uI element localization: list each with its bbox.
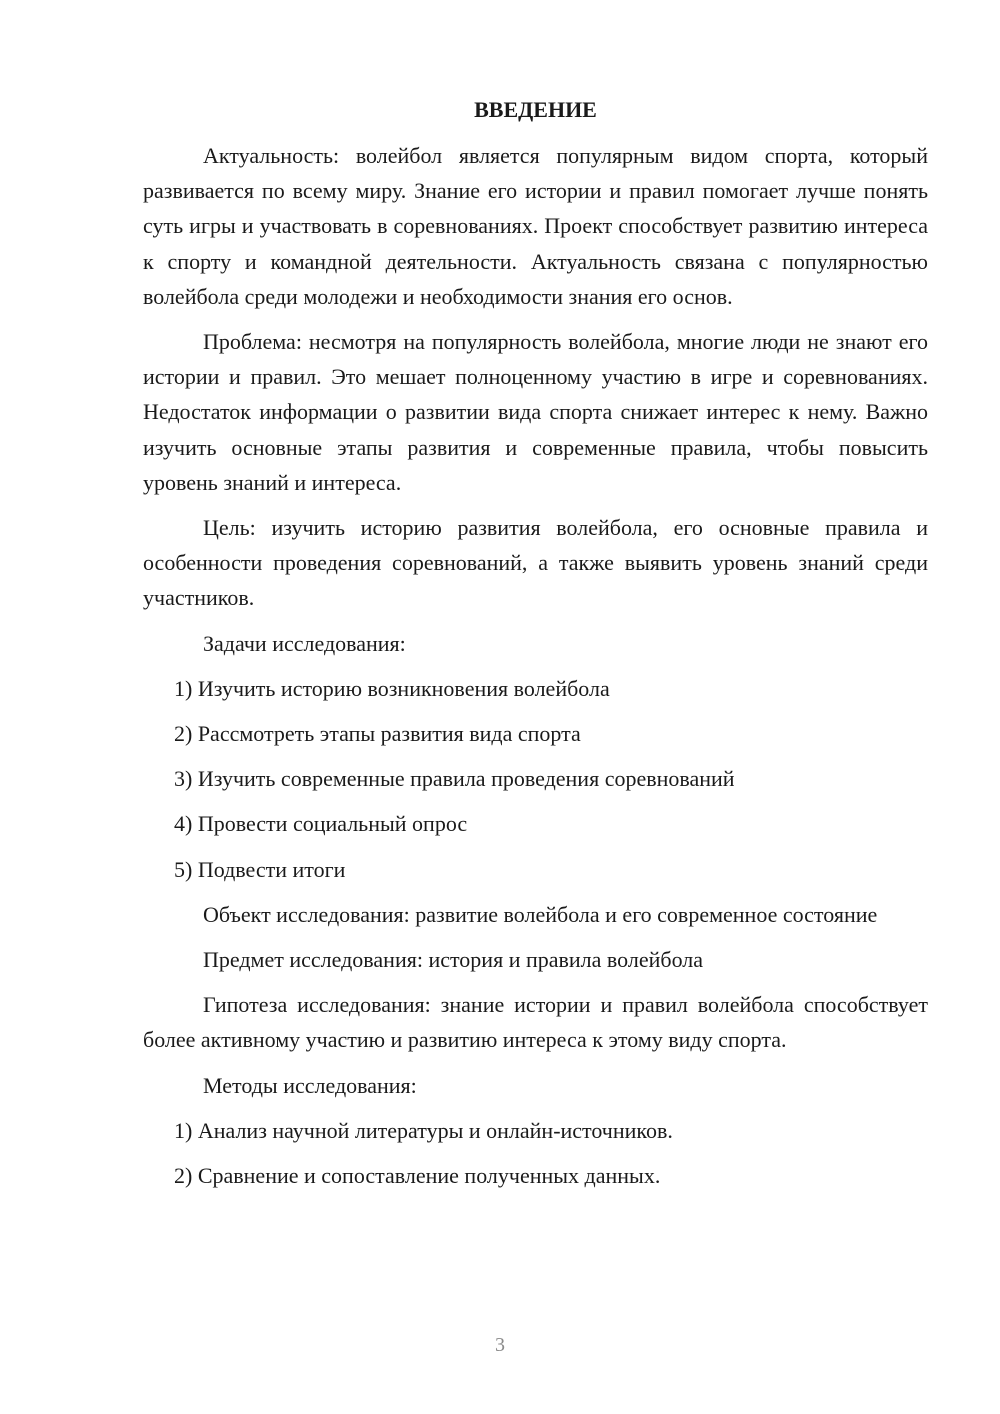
object-paragraph: Объект исследования: развитие волейбола и его современное состояние: [203, 901, 878, 927]
section-title: ВВЕДЕНИЕ: [474, 97, 597, 122]
task-item: 2) Рассмотреть этапы развития вида спорта: [174, 721, 581, 747]
relevance-paragraph: Актуальность: волейбол является популярным видом спорта, который развивается по всему миру. Знание его истории и правил помогает лучше понять суть игры и участвовать в соревнованиях. Проект способствует развитию интереса к спорту и командной деятельности. Актуальность связана с популярностью волейбола среди молодежи и необходимости знания его основ.: [143, 143, 928, 309]
tasks-heading: Задачи исследования:: [203, 630, 406, 656]
task-item: 4) Провести социальный опрос: [174, 811, 468, 837]
subject-paragraph: Предмет исследования: история и правила волейбола: [203, 947, 704, 973]
goal-paragraph: Цель: изучить историю развития волейбола, его основные правила и особенности проведения соревнований, а также выявить уровень знаний среди участников.: [143, 515, 928, 611]
task-item: 1) Изучить историю возникновения волейбола: [174, 675, 610, 701]
task-item: 3) Изучить современные правила проведения соревнований: [174, 766, 735, 792]
method-item: 1) Анализ научной литературы и онлайн-источников.: [174, 1117, 673, 1143]
page-number: 3: [495, 1334, 505, 1356]
task-item: 5) Подвести итоги: [174, 856, 346, 882]
document-page: [143, 94, 928, 1203]
methods-heading: Методы исследования:: [203, 1072, 417, 1098]
hypothesis-paragraph: Гипотеза исследования: знание истории и правил волейбола способствует более активному участию и развитию интереса к этому виду спорта.: [143, 992, 928, 1053]
method-item: 2) Сравнение и сопоставление полученных данных.: [174, 1163, 661, 1189]
problem-paragraph: Проблема: несмотря на популярность волейбола, многие люди не знают его истории и правил. Это мешает полноценному участию в игре и соревнованиях. Недостаток информации о развитии вида спорта снижает интерес к нему. Важно изучить основные этапы развития и современные правила, чтобы повысить уровень знаний и интереса.: [143, 329, 928, 495]
